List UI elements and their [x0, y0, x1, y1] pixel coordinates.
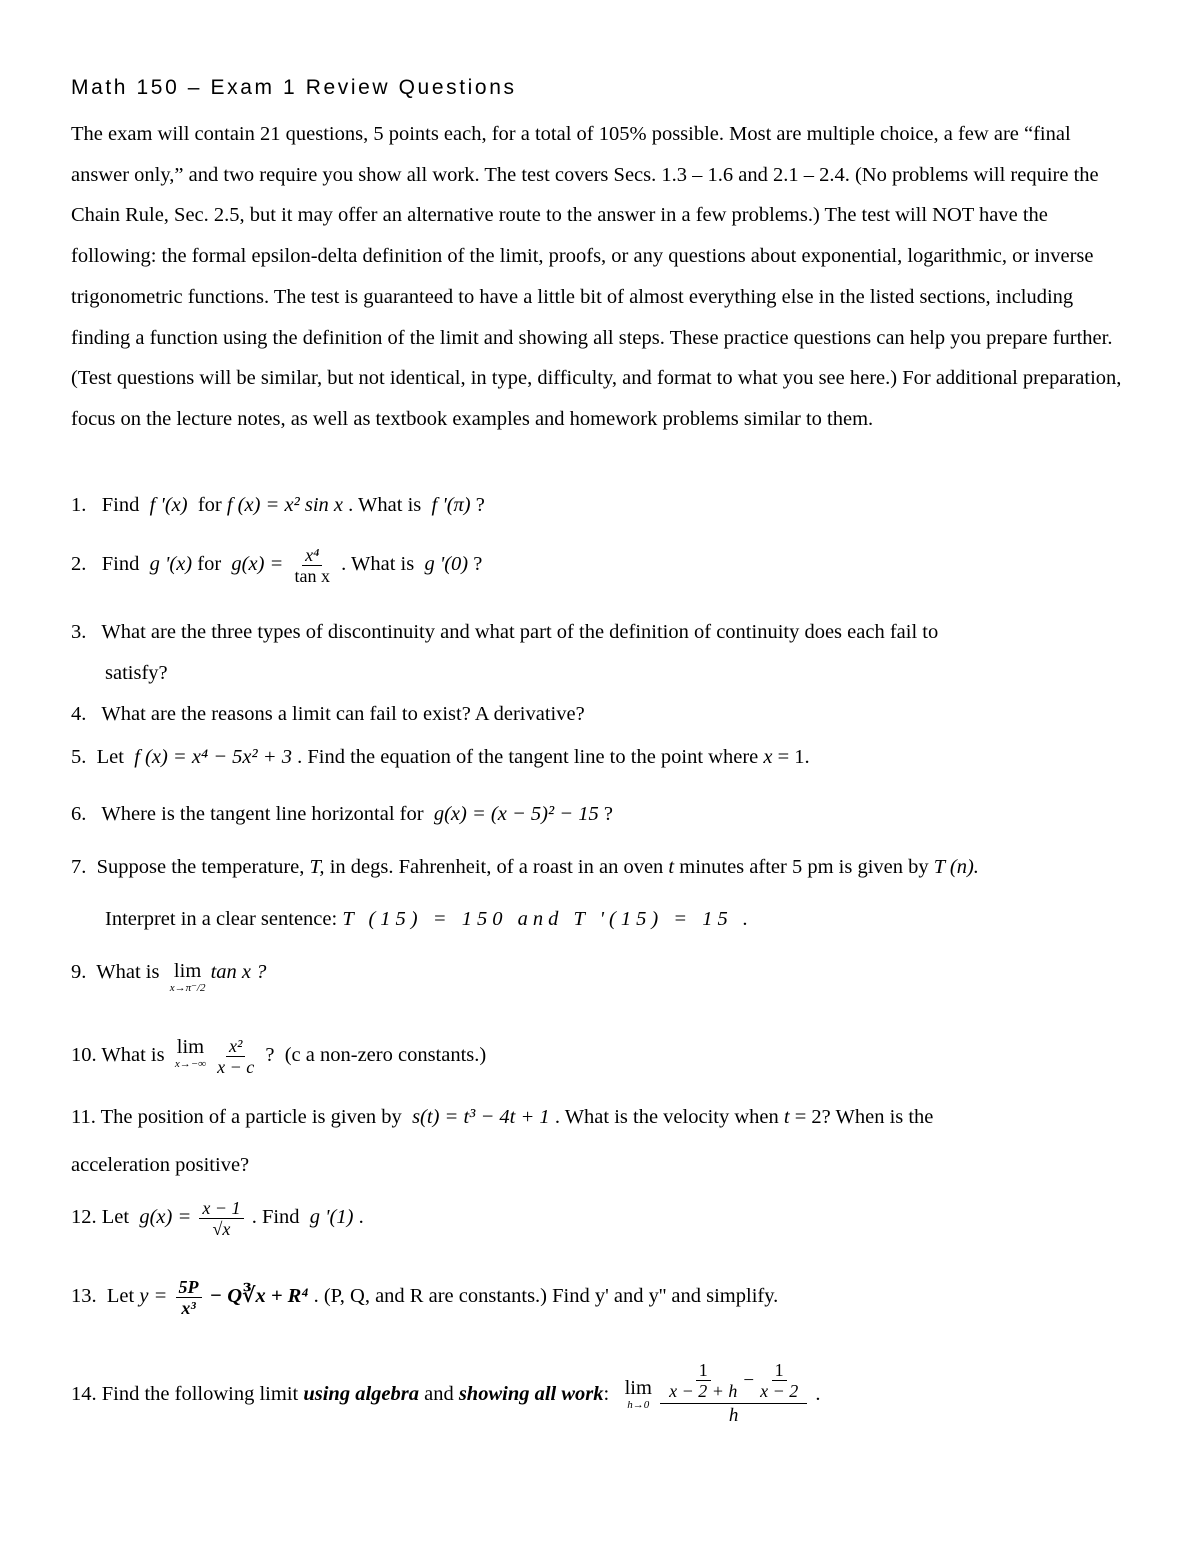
question-number: 9.: [71, 961, 87, 983]
lim-label: lim: [624, 1377, 652, 1399]
question-number: 11.: [71, 1106, 96, 1128]
numerator: 1: [696, 1360, 711, 1381]
numerator: x − 1: [199, 1198, 243, 1219]
intro-paragraph: The exam will contain 21 questions, 5 points each, for a total of 105% possible. Most are multiple choice, a few are “final answer only,” and two require you show all work. The test covers Secs. 1.3 – 1.6 and 2.1 – 2.4. (No problems will require the Chain Rule, Sec. 2.5, but it may offer an alternative route to the answer in a few problems.) The test will NOT have the following: the formal epsilon-delta definition of the limit, proofs, or any questions about exponential, logarithmic, or inverse trigonometric functions. The test is guaranteed to have a little bit of almost everything else in the listed sections, including finding a function using the definition of the limit and showing all steps. These practice questions can help you prepare further. (Test questions will be similar, but not identical, in type, difficulty, and format to what you see here.) For additional preparation, focus on the lecture notes, as well as textbook examples and homework problems similar to them.: [71, 123, 1122, 430]
compound-numerator: [660, 1360, 807, 1404]
denominator: x − c: [217, 1057, 255, 1077]
limit-operator: [625, 1377, 652, 1411]
math-expr: g '(0): [424, 553, 469, 576]
question-number: 13.: [71, 1285, 97, 1308]
numerator: x⁴: [302, 545, 322, 566]
denominator: x − 2 + h: [669, 1381, 738, 1401]
question-14: [71, 1360, 820, 1428]
text: Interpret in a clear sentence:: [105, 908, 338, 930]
question-number: 7.: [71, 856, 87, 878]
question-number: 2.: [71, 553, 87, 576]
fraction: [666, 1360, 740, 1401]
text: in degs. Fahrenheit, of a roast in an oven: [329, 856, 664, 878]
text: ?: [475, 494, 485, 516]
page-title: Math 150 – Exam 1 Review Questions: [71, 76, 517, 99]
text: What is: [96, 961, 160, 983]
math-expr: g '(1): [309, 1206, 354, 1229]
math-expr: g(x) = (x − 5)² − 15: [433, 803, 599, 825]
text: acceleration positive?: [71, 1154, 250, 1176]
math-expr: T,: [309, 856, 325, 878]
math-expr: t: [783, 1106, 790, 1128]
lim-subscript: h→0: [627, 1399, 650, 1411]
math-expr: f (x) = x⁴ − 5x² + 3: [134, 746, 292, 768]
math-expr: g '(x): [149, 553, 193, 576]
text: for: [197, 553, 222, 576]
question-4: [71, 702, 585, 726]
text: . What is the velocity when: [554, 1106, 779, 1128]
fraction: [214, 1036, 257, 1077]
fraction: [292, 545, 334, 586]
math-expr: g(x) =: [231, 553, 284, 576]
text: . Find the equation of the tangent line to the point where: [297, 746, 759, 768]
text: Let: [96, 746, 124, 768]
math-expr: T (n).: [933, 856, 979, 878]
question-number: 10.: [71, 1044, 97, 1067]
text: . What is: [348, 494, 422, 516]
text: .: [358, 1206, 364, 1229]
fraction: [176, 1277, 202, 1318]
question-7: [71, 855, 979, 879]
math-expr: T (15) = 150 and T '(15) = 15 .: [342, 908, 753, 930]
question-number: 4.: [71, 703, 87, 725]
text: Find: [101, 494, 140, 516]
math-expr: f '(x): [149, 494, 188, 516]
question-1: [71, 493, 485, 517]
question-10: [71, 1036, 486, 1077]
denominator: x − 2: [760, 1381, 799, 1401]
question-3: [71, 620, 938, 644]
denominator: x³: [181, 1298, 196, 1318]
limit-operator: [170, 960, 206, 994]
lim-label: lim: [173, 960, 202, 982]
question-number: 6.: [71, 803, 87, 825]
numerator: 1: [772, 1360, 787, 1381]
question-number: 14.: [71, 1383, 97, 1405]
text: ?: [265, 1044, 275, 1067]
math-expr: f (x) = x² sin x: [226, 494, 344, 516]
question-11: [71, 1105, 933, 1129]
text: What is: [101, 1044, 165, 1067]
text: Find the following limit: [101, 1383, 299, 1405]
text: :: [603, 1383, 610, 1405]
question-11-continued: [71, 1153, 249, 1177]
text: = 2? When is the: [794, 1106, 934, 1128]
question-6: [71, 802, 613, 826]
text: Find: [101, 553, 140, 576]
text: ?: [473, 553, 483, 576]
text: Where is the tangent line horizontal for: [101, 803, 424, 825]
question-13: [71, 1277, 778, 1318]
emphasis-text: using algebra: [303, 1383, 419, 1405]
question-3-continued: [105, 661, 168, 685]
question-7-continued: [105, 907, 753, 931]
text: The position of a particle is given by: [100, 1106, 402, 1128]
text: What are the reasons a limit can fail to exist? A derivative?: [101, 703, 585, 725]
fraction: [757, 1360, 801, 1401]
question-number: 12.: [71, 1206, 97, 1229]
question-12: [71, 1198, 364, 1239]
text: Let: [101, 1206, 130, 1229]
denominator: h: [728, 1405, 739, 1426]
lim-subscript: x→π⁻/2: [169, 982, 206, 994]
text: Suppose the temperature,: [96, 856, 305, 878]
question-5: [71, 745, 810, 769]
fraction: [199, 1198, 243, 1239]
math-expr: f '(π): [431, 494, 471, 516]
text: Let: [106, 1285, 135, 1308]
text: for: [197, 494, 222, 516]
denominator: tan x: [294, 566, 330, 586]
lim-subscript: x→−∞: [174, 1058, 206, 1070]
minus-sign: −: [743, 1369, 755, 1391]
numerator: x²: [226, 1036, 245, 1057]
text: and: [424, 1383, 454, 1405]
text: (c a non-zero constants.): [284, 1044, 487, 1067]
question-number: 3.: [71, 621, 87, 643]
math-expr: y =: [139, 1285, 168, 1308]
emphasis-text: showing all work: [458, 1383, 604, 1405]
question-2: [71, 545, 482, 586]
question-9: [71, 960, 266, 994]
text: . Find: [251, 1206, 300, 1229]
question-number: 1.: [71, 494, 87, 516]
math-expr: − Q∛x + R⁴: [209, 1285, 309, 1308]
math-expr: s(t) = t³ − 4t + 1: [412, 1106, 550, 1128]
question-number: 5.: [71, 746, 87, 768]
math-expr: g(x) =: [139, 1206, 192, 1229]
limit-operator: [175, 1036, 206, 1070]
compound-fraction: [660, 1360, 807, 1428]
math-expr: x: [763, 746, 773, 768]
math-expr: t: [668, 856, 675, 878]
text: satisfy?: [105, 662, 168, 684]
text: What are the three types of discontinuity and what part of the definition of continuity does each fail to: [101, 621, 939, 643]
text: ?: [603, 803, 613, 825]
text: minutes after 5 pm is given by: [679, 856, 929, 878]
math-expr: tan x ?: [210, 961, 267, 983]
text: . (P, Q, and R are constants.) Find y' and y'' and simplify.: [313, 1285, 779, 1308]
numerator: 5P: [176, 1277, 202, 1298]
lim-label: lim: [176, 1036, 205, 1058]
text: .: [815, 1383, 821, 1405]
denominator: √x: [212, 1219, 231, 1239]
text: = 1.: [777, 746, 810, 768]
text: . What is: [341, 553, 415, 576]
